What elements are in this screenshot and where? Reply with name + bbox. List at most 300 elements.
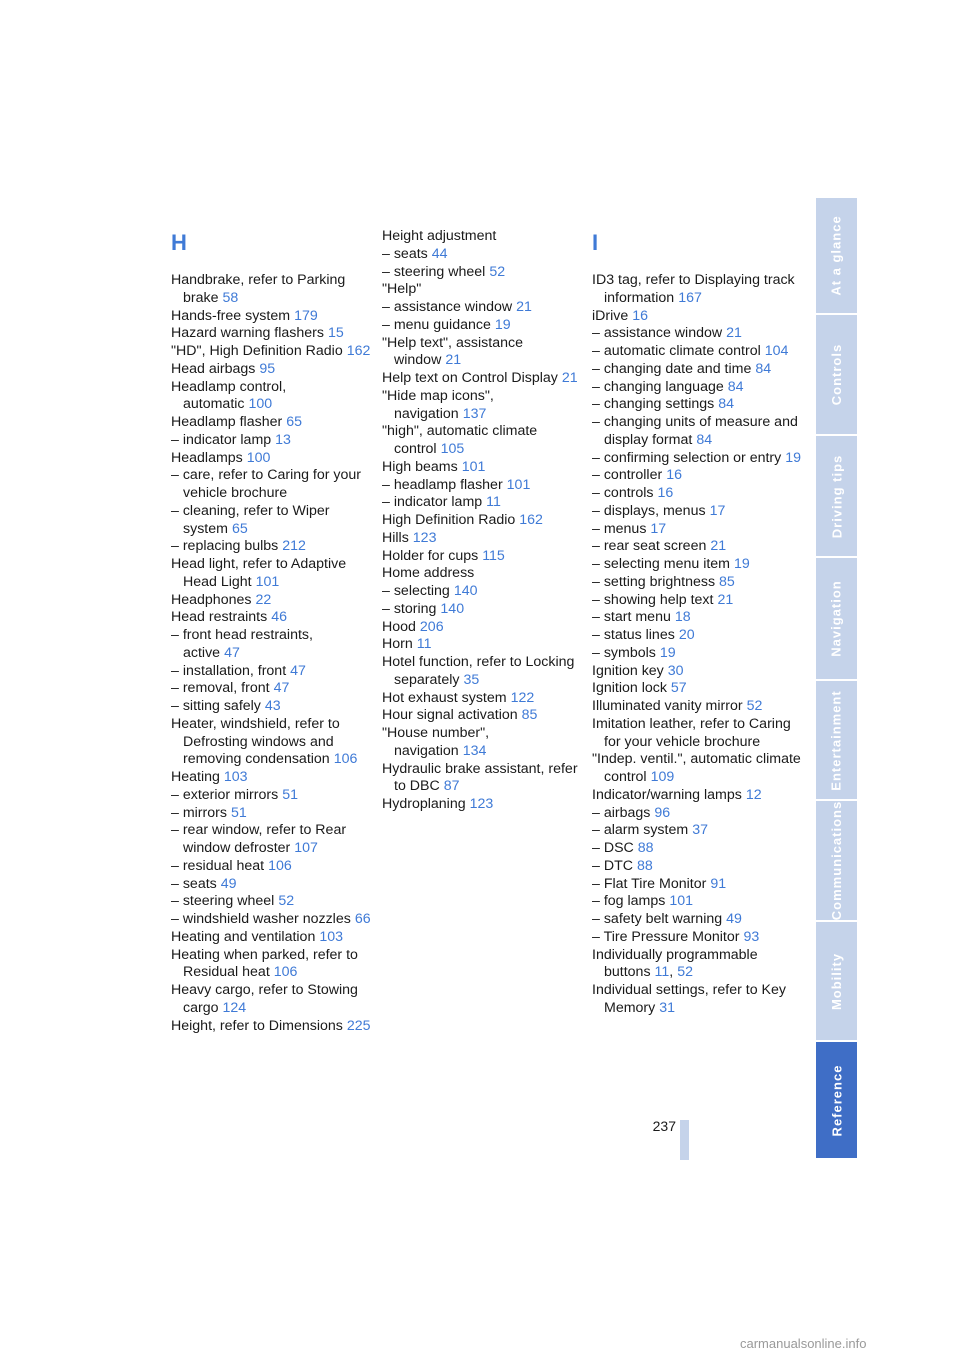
index-entry-text: Headlamp control, automatic — [171, 378, 287, 413]
index-entry-text: – DSC — [592, 840, 634, 856]
page-reference-link[interactable]: 212 — [282, 538, 306, 555]
index-entry — [171, 627, 371, 663]
page-reference-link[interactable]: 21 — [710, 538, 727, 555]
index-entry-text: – changing settings — [592, 396, 715, 413]
index-entry-text: Handbrake, refer to Parking brake — [171, 272, 346, 306]
watermark: carmanualsonline.info — [740, 1336, 867, 1351]
index-entry-text: – mirrors — [171, 804, 227, 821]
index-entry-text: Hazard warning flashers — [171, 325, 324, 342]
page-reference-link[interactable]: 84 — [696, 431, 713, 448]
sidebar-tab-label: Entertainment — [829, 689, 844, 791]
index-entry-text: Individually programmable buttons — [592, 946, 758, 981]
index-entry-text: Heater, windshield, refer to Defrosting windows and removing condensation — [171, 715, 340, 768]
index-entry-text: – changing language — [592, 378, 724, 395]
index-entry-text: Height adjustment — [382, 228, 497, 244]
page-reference-link[interactable]: 101 — [669, 893, 694, 910]
index-entry-text: "Help" — [382, 281, 422, 298]
index-entry-text: – steering wheel — [171, 893, 275, 910]
index-entry — [171, 805, 371, 823]
index-entry — [592, 805, 802, 823]
index-entry — [382, 619, 582, 637]
index-entry-text: Hot exhaust system — [382, 689, 507, 706]
index-entry — [171, 698, 371, 716]
index-entry-text: Ignition lock — [592, 680, 667, 697]
index-entry-text: – exterior mirrors — [171, 786, 279, 803]
index-entry-text: Heating and ventilation — [171, 928, 316, 945]
index-entry — [171, 361, 371, 379]
index-entry-text: – storing — [382, 600, 437, 617]
index-entry — [382, 299, 582, 317]
index-entry — [592, 467, 802, 485]
index-entry-text: – replacing bulbs — [171, 538, 279, 555]
index-entry — [171, 876, 371, 894]
page-reference-link[interactable]: 101 — [255, 573, 280, 590]
index-entry — [171, 325, 371, 343]
index-column-3 — [592, 228, 802, 1018]
index-entry — [592, 822, 802, 840]
index-entry — [382, 246, 582, 264]
index-entry-text: – Tire Pressure Monitor — [592, 928, 740, 945]
page-number-bar — [680, 1120, 689, 1160]
index-entry — [592, 574, 802, 592]
page-reference-link[interactable]: 21 — [516, 299, 532, 315]
section-letter: I — [592, 230, 599, 255]
index-entry — [592, 645, 802, 663]
index-entry-text: – start menu — [592, 609, 671, 626]
index-entry-text: – windshield washer nozzles — [171, 911, 351, 927]
index-entry — [382, 530, 582, 548]
index-column-1 — [171, 228, 371, 1035]
index-entry-text: Hydroplaning — [382, 796, 466, 812]
index-entry-text: – Flat Tire Monitor — [592, 875, 707, 892]
page-reference-link[interactable]: 49 — [726, 911, 742, 927]
page-reference-link[interactable]: 37 — [692, 822, 708, 839]
index-entry-text: – residual heat — [171, 857, 265, 874]
index-entry — [592, 840, 802, 858]
index-entry — [592, 414, 802, 450]
page-reference-link[interactable]: 106 — [268, 857, 292, 874]
index-entry-text: – indicator lamp — [382, 494, 483, 511]
index-entry — [382, 477, 582, 495]
page-reference-link[interactable]: 17 — [650, 520, 667, 537]
page-reference-link[interactable]: 47 — [273, 680, 290, 697]
index-entry — [592, 698, 802, 716]
index-entry-text: Holder for cups — [382, 547, 479, 564]
index-entry-text: High beams — [382, 458, 458, 475]
page-number: 237 — [652, 1118, 676, 1134]
index-entry — [171, 343, 371, 361]
page-reference-link[interactable]: 85 — [521, 707, 538, 724]
sidebar-tab-label: At a glance — [829, 215, 845, 296]
page-reference-link[interactable]: 123 — [412, 529, 437, 546]
sidebar-tab-label: Controls — [829, 343, 845, 406]
page-reference-link[interactable]: 206 — [419, 618, 444, 635]
index-entry-text: Help text on Control Display — [382, 370, 558, 386]
index-entry-text: – airbags — [592, 804, 651, 821]
index-entry — [592, 450, 802, 468]
index-entry — [592, 396, 802, 414]
page-reference-link[interactable]: 52 — [677, 964, 694, 981]
index-entry — [171, 609, 371, 627]
section-letter: H — [171, 230, 187, 255]
page-reference-link[interactable]: 19 — [785, 449, 802, 466]
page-reference-link[interactable]: 51 — [230, 804, 247, 821]
index-entry-text: – menus — [592, 520, 647, 537]
index-entry — [171, 663, 371, 681]
index-entry — [592, 538, 802, 556]
index-entry-text: – menu guidance — [382, 316, 491, 333]
sidebar-tab-navigation[interactable] — [816, 558, 857, 681]
page-reference-link[interactable]: 85 — [719, 573, 735, 590]
page-reference-link[interactable]: 104 — [764, 343, 789, 359]
page-reference-link[interactable]: 93 — [743, 928, 760, 945]
index-entry-text: – controls — [592, 485, 654, 501]
index-entry-text: – confirming selection or entry — [592, 449, 782, 466]
index-entry — [592, 982, 802, 1018]
index-entry — [382, 228, 582, 246]
index-entry — [592, 308, 802, 326]
index-entry-text: Hood — [382, 618, 416, 635]
page-reference-link[interactable]: 58 — [222, 289, 239, 306]
index-entry — [171, 467, 371, 503]
index-entry — [171, 787, 371, 805]
index-entry-text: – DTC — [592, 857, 633, 874]
index-entry-text: Headlamp flasher — [171, 414, 283, 430]
index-entry-text: – changing date and time — [592, 360, 752, 377]
page-reference-link[interactable]: 96 — [654, 804, 671, 821]
page-reference-link[interactable]: 47 — [224, 644, 240, 661]
page-reference-link[interactable]: 106 — [333, 751, 358, 768]
index-entry-text: – showing help text — [592, 591, 714, 608]
page-reference-link[interactable]: 124 — [222, 999, 247, 1016]
page-reference-link[interactable]: 43 — [264, 698, 281, 714]
index-entry-text: Imitation leather, refer to Caring for your vehicle brochure — [592, 715, 791, 750]
index-entry-text: – rear seat screen — [592, 538, 707, 555]
index-entry-text: "HD", High Definition Radio — [171, 343, 343, 359]
page-reference-link[interactable]: 106 — [273, 964, 298, 981]
index-entry — [382, 459, 582, 477]
index-entry-text: – front head restraints, active — [171, 627, 313, 661]
page-reference-link[interactable]: 84 — [755, 360, 772, 377]
index-entry — [382, 565, 582, 583]
sidebar-tab-label: Communications — [829, 800, 844, 921]
index-entry — [382, 370, 582, 388]
page-reference-link[interactable]: 52 — [489, 263, 506, 280]
index-entry-text: Ignition key — [592, 662, 664, 679]
index-entry — [171, 414, 371, 432]
index-entry — [171, 592, 371, 610]
sidebar-tab-driving-tips[interactable] — [816, 436, 857, 558]
page-reference-link[interactable]: 11 — [654, 964, 670, 981]
page-reference-link[interactable]: 51 — [282, 786, 298, 803]
index-entry-text: Illuminated vanity mirror — [592, 698, 743, 714]
index-entry — [171, 680, 371, 698]
index-entry — [592, 272, 802, 308]
index-entry-text: "Indep. ventil.", automatic climate control — [592, 751, 801, 785]
index-entry-text: – alarm system — [592, 822, 689, 839]
page-reference-link[interactable]: 162 — [519, 512, 543, 528]
index-entry — [171, 1018, 371, 1036]
index-entry-text: – installation, front — [171, 662, 287, 679]
page-reference-link[interactable]: 103 — [223, 769, 248, 785]
page-reference-link[interactable]: 11 — [486, 494, 501, 511]
index-entry — [382, 264, 582, 282]
page-reference-link[interactable]: 123 — [469, 796, 494, 812]
page-reference-link[interactable]: 101 — [506, 476, 531, 493]
page-reference-link[interactable]: 19 — [494, 316, 511, 333]
page-reference-link[interactable]: 52 — [278, 893, 295, 910]
index-column-2 — [382, 228, 582, 814]
index-entry-text: – rear window, refer to Rear window defroster — [171, 822, 347, 856]
page-reference-link[interactable]: 49 — [220, 875, 237, 892]
index-entry — [592, 911, 802, 929]
index-entry — [171, 308, 371, 326]
index-entry — [592, 325, 802, 343]
sidebar-tab-label: Navigation — [829, 580, 844, 657]
index-entry-text: Head airbags — [171, 360, 256, 377]
page-reference-link[interactable]: 21 — [717, 591, 734, 608]
index-entry — [171, 379, 371, 415]
index-entry-text: – status lines — [592, 627, 675, 643]
sidebar-tab-label: Mobility — [829, 952, 845, 1010]
page-reference-link[interactable]: 19 — [734, 556, 750, 572]
page-reference-link[interactable]: 20 — [678, 627, 695, 643]
page-reference-link[interactable]: 19 — [659, 644, 676, 661]
index-entry — [171, 929, 371, 947]
index-entry — [382, 707, 582, 725]
page-reference-link[interactable]: 162 — [346, 343, 371, 359]
page-reference-link[interactable]: 134 — [462, 742, 487, 759]
page-reference-link[interactable]: 16 — [657, 485, 674, 501]
index-entry-text: Hands-free system — [171, 307, 291, 324]
index-entry — [382, 636, 582, 654]
index-entry-text: Headlamps — [171, 449, 243, 466]
page-reference-link[interactable]: 35 — [463, 671, 480, 688]
page-reference-link[interactable]: 105 — [440, 441, 465, 457]
index-entry — [171, 503, 371, 539]
index-entry-text: – safety belt warning — [592, 911, 723, 927]
index-entry — [382, 423, 582, 459]
index-entry — [592, 947, 802, 983]
sidebar-tab-at-a-glance[interactable] — [816, 198, 857, 315]
page-reference-link[interactable]: 179 — [294, 307, 318, 324]
sidebar-tab-communications[interactable] — [816, 801, 857, 922]
index-entry-text: Hour signal activation — [382, 707, 518, 724]
page-reference-link[interactable]: 17 — [709, 502, 726, 519]
index-entry — [171, 716, 371, 769]
index-entry — [382, 601, 582, 619]
page-reference-link[interactable]: 167 — [678, 289, 702, 306]
page-reference-link[interactable]: 140 — [453, 583, 478, 599]
index-entry — [171, 450, 371, 468]
page-reference-link[interactable]: 11 — [416, 636, 432, 653]
index-entry-text: – selecting menu item — [592, 556, 731, 572]
index-entry — [592, 929, 802, 947]
index-entry-text: Headphones — [171, 591, 252, 608]
index-entry-text: – displays, menus — [592, 502, 706, 519]
index-entry-text: High Definition Radio — [382, 512, 516, 528]
index-entry-text: iDrive — [592, 307, 629, 324]
index-entry — [382, 583, 582, 601]
index-entry — [171, 432, 371, 450]
index-entry-text: – setting brightness — [592, 573, 716, 590]
page-reference-link[interactable]: 22 — [255, 591, 272, 608]
index-entry-text: Hotel function, refer to Locking separately — [382, 654, 575, 688]
sidebar-tab-label: Driving tips — [829, 454, 845, 538]
index-entry — [592, 379, 802, 397]
index-entry-text: – symbols — [592, 644, 656, 661]
index-entry — [592, 876, 802, 894]
page-separator: , — [669, 964, 674, 981]
index-entry-text: – changing units of measure and display format — [592, 414, 798, 448]
index-entry-text: Head restraints — [171, 609, 268, 626]
page-reference-link[interactable]: 225 — [346, 1017, 371, 1034]
page-reference-link[interactable]: 30 — [667, 662, 684, 679]
index-entry-text: Heavy cargo, refer to Stowing cargo — [171, 982, 358, 1016]
index-entry-text: Home address — [382, 565, 475, 582]
index-entry — [592, 787, 802, 805]
index-entry — [171, 769, 371, 787]
index-entry-text: "Hide map icons", navigation — [382, 387, 494, 422]
index-entry — [382, 388, 582, 424]
index-entry-text: Height, refer to Dimensions — [171, 1017, 343, 1034]
sidebar-tab-entertainment[interactable] — [816, 681, 857, 801]
index-entry — [171, 893, 371, 911]
index-entry-text: – assistance window — [382, 299, 513, 315]
index-entry — [382, 281, 582, 299]
page-reference-link[interactable]: 16 — [666, 467, 682, 484]
sidebar-tab-label: Reference — [829, 1064, 844, 1136]
index-entry — [171, 911, 371, 929]
index-entry-text: Heating when parked, refer to Residual heat — [171, 946, 358, 981]
index-entry-text: Horn — [382, 636, 413, 653]
index-entry-text: – seats — [382, 245, 428, 262]
index-entry — [382, 761, 582, 797]
index-entry — [382, 654, 582, 690]
section-sidebar — [816, 198, 857, 1160]
index-entry-text: Indicator/warning lamps — [592, 786, 742, 803]
index-entry — [592, 858, 802, 876]
page-reference-link[interactable]: 100 — [246, 449, 271, 466]
page-reference-link[interactable]: 84 — [727, 378, 744, 395]
index-entry — [382, 725, 582, 761]
index-entry-text: ID3 tag, refer to Displaying track information — [592, 272, 795, 306]
index-entry — [592, 751, 802, 787]
page-reference-link[interactable]: 46 — [271, 609, 287, 626]
index-entry — [592, 343, 802, 361]
index-entry — [171, 822, 371, 858]
index-entry-text: "Help text", assistance window — [382, 334, 523, 369]
index-entry — [171, 538, 371, 556]
page-reference-link[interactable]: 16 — [632, 307, 649, 324]
page-reference-link[interactable]: 12 — [745, 786, 762, 803]
page-reference-link[interactable]: 21 — [561, 370, 578, 386]
index-entry-text: "high", automatic climate control — [382, 423, 538, 457]
index-entry-text: "House number", navigation — [382, 725, 490, 759]
page-reference-link[interactable]: 115 — [482, 547, 505, 564]
page-reference-link[interactable]: 15 — [327, 325, 344, 342]
page-reference-link[interactable]: 13 — [275, 431, 291, 448]
page-reference-link[interactable]: 52 — [746, 698, 763, 714]
index-entry — [592, 716, 802, 752]
page-reference-link[interactable]: 47 — [290, 662, 306, 679]
page-reference-link[interactable]: 122 — [510, 689, 535, 706]
page-reference-link[interactable]: 140 — [440, 600, 465, 617]
page-reference-link[interactable]: 91 — [710, 875, 727, 892]
index-entry — [382, 335, 582, 371]
index-entry-text: – steering wheel — [382, 263, 486, 280]
page-reference-link[interactable]: 57 — [670, 680, 687, 697]
index-entry-text: – seats — [171, 875, 217, 892]
index-entry — [592, 663, 802, 681]
page-reference-link[interactable]: 103 — [319, 928, 344, 945]
index-entry-text: – indicator lamp — [171, 431, 272, 448]
index-entry — [592, 361, 802, 379]
page-reference-link[interactable]: 21 — [726, 325, 742, 342]
index-entry — [171, 858, 371, 876]
page-reference-link[interactable]: 100 — [248, 396, 273, 413]
index-entry — [171, 982, 371, 1018]
index-entry — [171, 556, 371, 592]
index-entry-text: Head light, refer to Adaptive Head Light — [171, 556, 347, 590]
index-entry — [382, 548, 582, 566]
index-entry — [382, 796, 582, 814]
index-entry-text: – automatic climate control — [592, 343, 761, 359]
page-reference-link[interactable]: 107 — [294, 840, 318, 856]
index-entry-text: Heating — [171, 769, 220, 785]
page-reference-link[interactable]: 65 — [286, 414, 302, 430]
index-entry-text: – sitting safely — [171, 698, 261, 714]
index-entry — [171, 947, 371, 983]
index-entry-text: Hills — [382, 529, 409, 546]
index-entry — [592, 503, 802, 521]
index-entry — [592, 556, 802, 574]
page-reference-link[interactable]: 88 — [637, 857, 653, 874]
page-reference-link[interactable]: 87 — [443, 778, 460, 795]
sidebar-tab-reference[interactable] — [816, 1042, 857, 1160]
index-entry-text: – fog lamps — [592, 893, 666, 910]
page-reference-link[interactable]: 101 — [461, 458, 486, 475]
page-reference-link[interactable]: 109 — [650, 769, 675, 785]
index-entry-text: – headlamp flasher — [382, 476, 503, 493]
sidebar-tab-mobility[interactable] — [816, 922, 857, 1042]
sidebar-tab-controls[interactable] — [816, 315, 857, 436]
page-reference-link[interactable]: 84 — [718, 396, 735, 413]
index-entry-text: – removal, front — [171, 680, 270, 697]
index-entry — [171, 272, 371, 308]
page-reference-link[interactable]: 95 — [259, 360, 276, 377]
index-entry — [592, 485, 802, 503]
index-entry-text: – care, refer to Caring for your vehicle brochure — [171, 467, 362, 501]
page-reference-link[interactable]: 31 — [659, 999, 676, 1016]
index-entry — [382, 494, 582, 512]
index-entry-text: – assistance window — [592, 325, 723, 342]
index-entry-text: – selecting — [382, 583, 450, 599]
index-entry-text: Individual settings, refer to Key Memory — [592, 982, 786, 1016]
page-reference-link[interactable]: 66 — [354, 911, 371, 927]
page-reference-link[interactable]: 137 — [462, 405, 487, 422]
index-entry — [592, 627, 802, 645]
index-entry-text: – controller — [592, 467, 663, 484]
page-reference-link[interactable]: 65 — [231, 520, 248, 537]
index-entry — [592, 680, 802, 698]
page-reference-link[interactable]: 21 — [445, 352, 462, 369]
index-entry — [382, 317, 582, 335]
page-reference-link[interactable]: 44 — [431, 245, 448, 262]
page-reference-link[interactable]: 18 — [674, 609, 691, 626]
page-reference-link[interactable]: 88 — [637, 840, 654, 856]
index-entry — [592, 521, 802, 539]
